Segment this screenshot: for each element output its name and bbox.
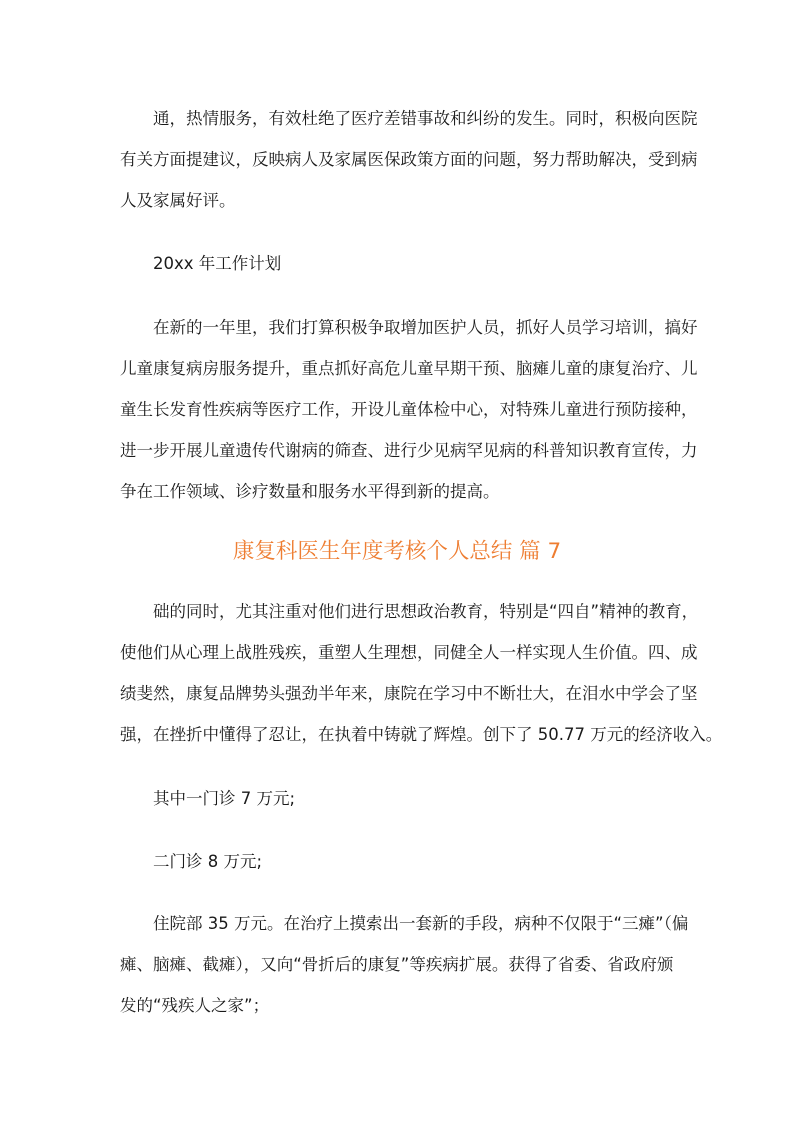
paragraph-line: 使他们从心理上战胜残疾，重塑人生理想，同健全人一样实现人生价值。四、成 — [120, 643, 698, 662]
paragraph-line: 强，在挫折中懂得了忍让，在执着中铸就了辉煌。创下了 50.77 万元的经济收入。 — [120, 725, 723, 744]
paragraph-line: 其中一门诊 7 万元; — [153, 789, 296, 808]
paragraph-line: 住院部 35 万元。在治疗上摸索出一套新的手段，病种不仅限于“三瘫”（偏 — [153, 914, 689, 933]
work-plan-subheading — [120, 243, 690, 284]
paragraph-line: 人及家属好评。 — [120, 191, 236, 210]
paragraph-clinic-one — [120, 778, 690, 819]
paragraph-line: 瘫、脑瘫、截瘫），又向“骨折后的康复”等疾病扩展。获得了省委、省政府颁 — [120, 955, 674, 974]
paragraph-line: 儿童康复病房服务提升，重点抓好高危儿童早期干预、脑瘫儿童的康复治疗、儿 — [120, 359, 698, 378]
section-title: 康复科医生年度考核个人总结 篇 7 — [232, 539, 562, 564]
paragraph-line: 础的同时，尤其注重对他们进行思想政治教育，特别是“四自”精神的教育， — [153, 602, 699, 621]
paragraph-line: 绩斐然，康复品牌势头强劲半年来，康院在学习中不断壮大，在泪水中学会了坚 — [120, 684, 698, 703]
paragraph-service — [120, 98, 698, 221]
paragraph-line: 通，热情服务，有效杜绝了医疗差错事故和纠纷的发生。同时，积极向医院 — [153, 109, 698, 128]
paragraph-plan — [120, 307, 698, 512]
subheading-text: 20xx 年工作计划 — [153, 254, 282, 273]
paragraph-line: 在新的一年里，我们打算积极争取增加医护人员，抓好人员学习培训，搞好 — [153, 318, 698, 337]
paragraph-inpatient — [120, 903, 690, 1026]
paragraph-clinic-two — [120, 841, 690, 882]
paragraph-line: 发的“残疾人之家”； — [120, 996, 270, 1015]
paragraph-line: 进一步开展儿童遗传代谢病的筛查、进行少见病罕见病的科普知识教育宣传，力 — [120, 441, 698, 460]
paragraph-line: 童生长发育性疾病等医疗工作，开设儿童体检中心，对特殊儿童进行预防接种， — [120, 400, 698, 419]
paragraph-education — [120, 591, 723, 755]
paragraph-line: 二门诊 8 万元; — [153, 852, 263, 871]
paragraph-line: 争在工作领域、诊疗数量和服务水平得到新的提高。 — [120, 482, 500, 501]
paragraph-line: 有关方面提建议，反映病人及家属医保政策方面的问题，努力帮助解决，受到病 — [120, 150, 698, 169]
